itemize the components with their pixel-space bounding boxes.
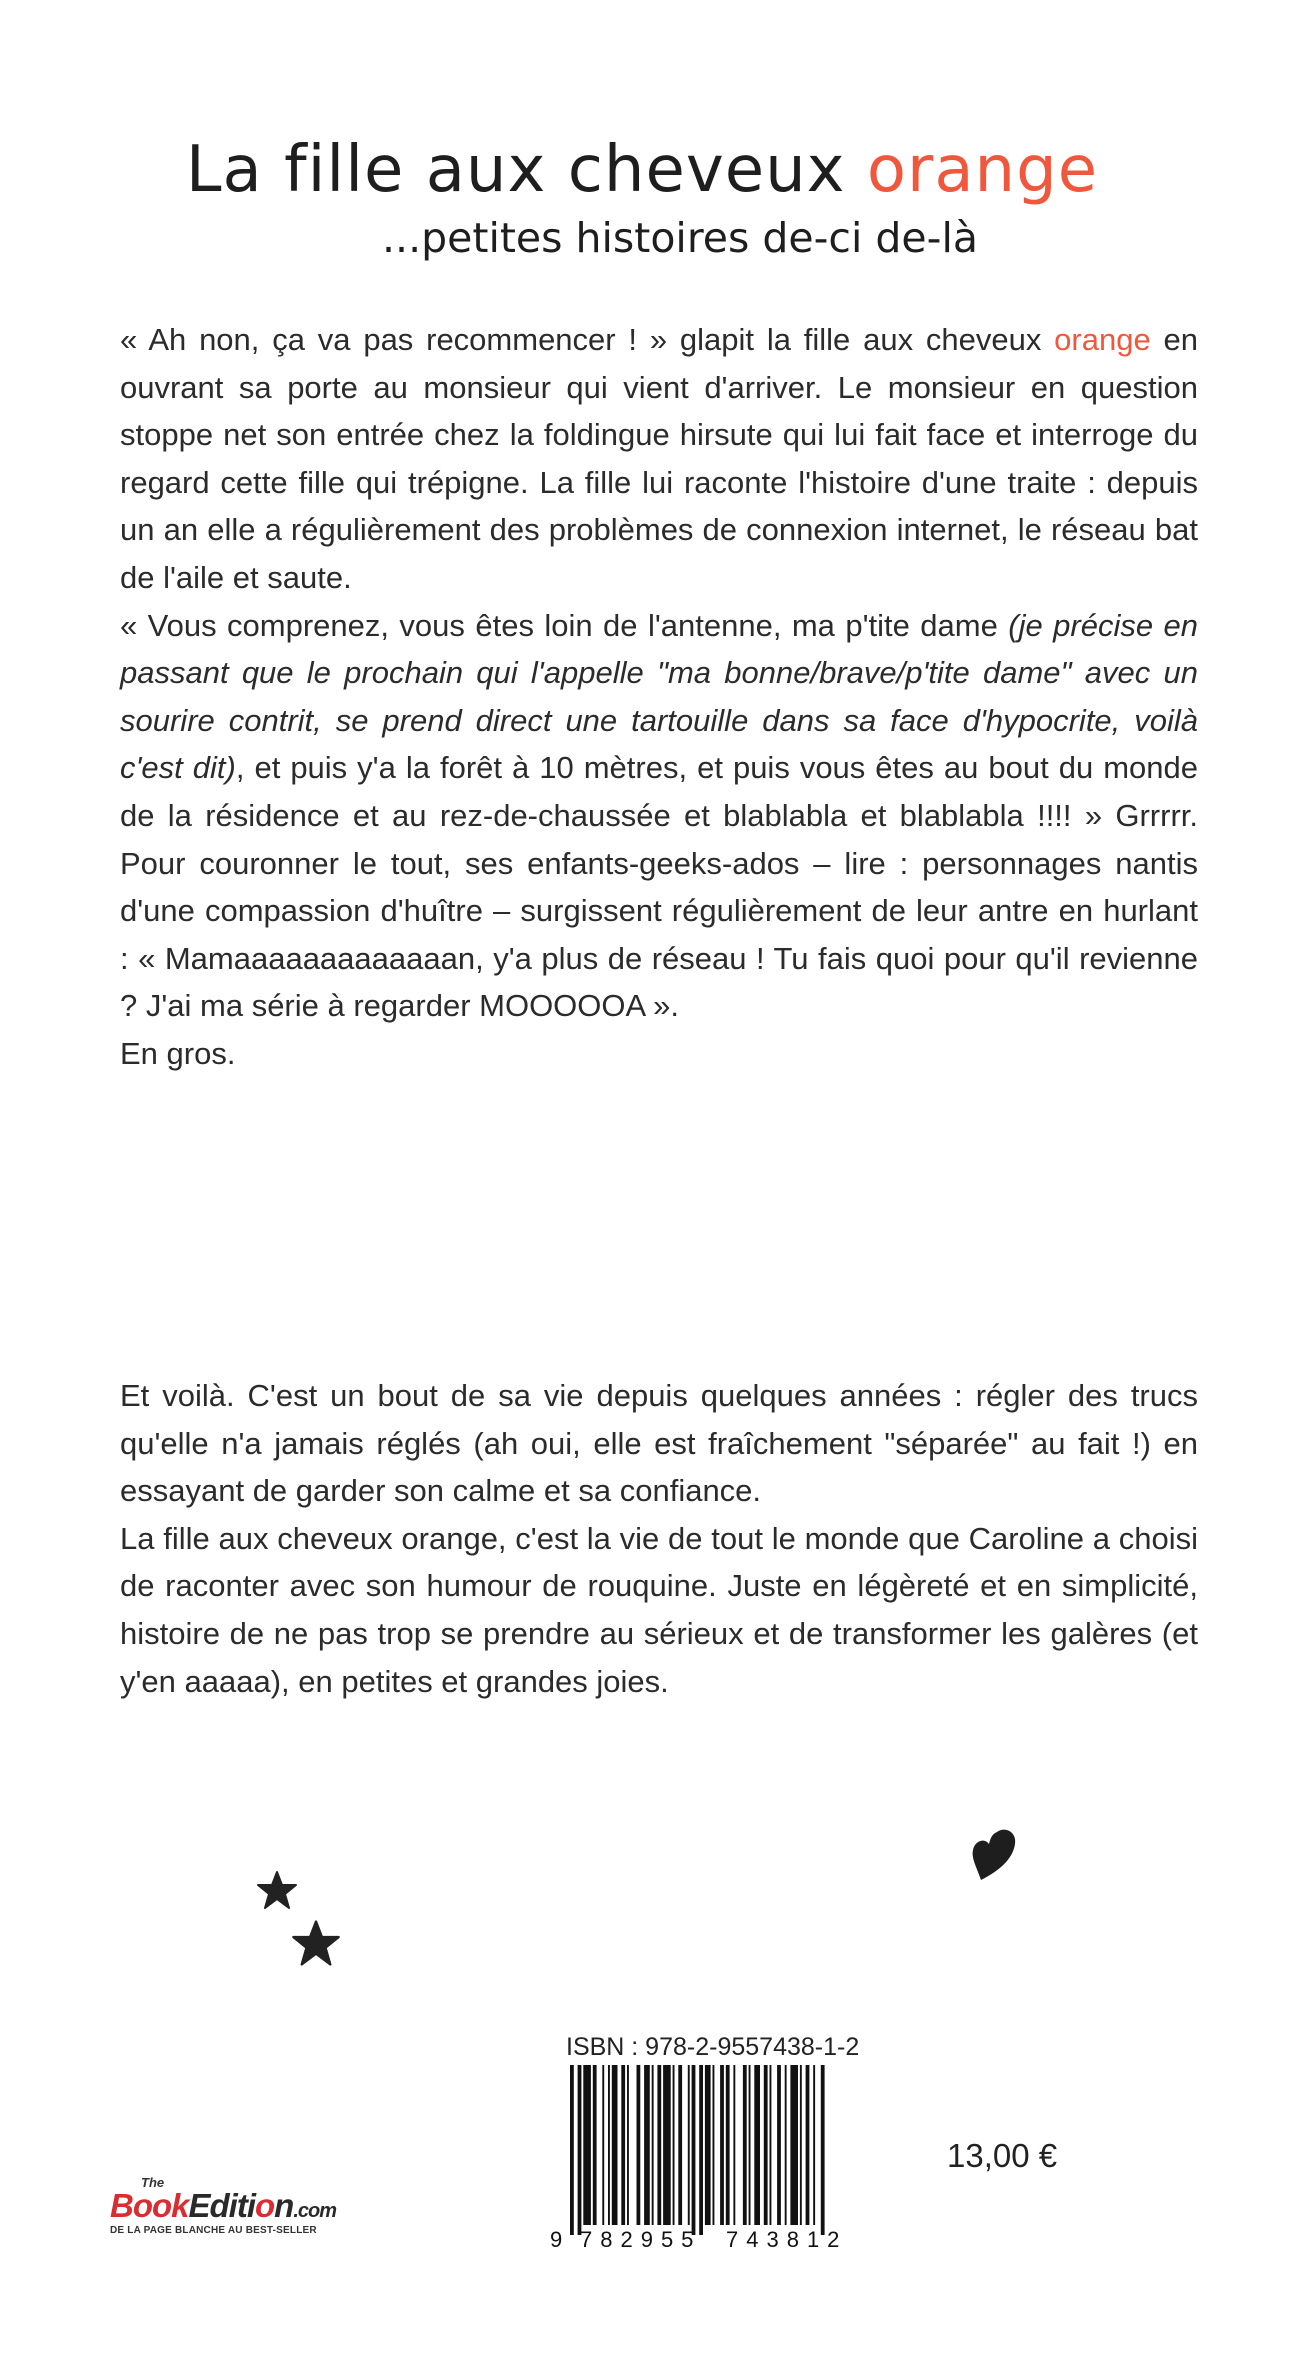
barcode-digits-left: 782955	[580, 2227, 702, 2250]
barcode-bar	[713, 2065, 715, 2225]
barcode-bar	[657, 2065, 661, 2225]
barcode-bar	[602, 2065, 604, 2225]
text-run: « Vous comprenez, vous êtes loin de l'antenne, ma p'tite dame	[120, 607, 1009, 643]
isbn-label: ISBN : 978-2-9557438-1-2	[566, 2033, 860, 2061]
star-doodle-icon	[291, 1919, 341, 1967]
blurb-block-2	[120, 1372, 1198, 1705]
barcode-bar	[663, 2065, 671, 2225]
barcode-bar	[627, 2065, 629, 2225]
barcode-bar	[612, 2065, 618, 2225]
heart-doodle-icon	[967, 1826, 1021, 1884]
barcode-bar	[790, 2065, 798, 2225]
barcode-bar	[652, 2065, 654, 2225]
barcode-bar	[813, 2065, 815, 2225]
barcode-bar	[733, 2065, 735, 2225]
barcode-bar	[705, 2065, 711, 2225]
book-subtitle: ...petites histoires de-ci de-là	[382, 214, 978, 262]
blurb-paragraph	[120, 602, 1198, 1030]
logo-brand-part: n	[274, 2187, 294, 2224]
star-doodle-icon	[256, 1870, 298, 1910]
logo-brand-suffix: .com	[293, 2200, 337, 2222]
logo-brand-part: Editi	[188, 2187, 255, 2224]
barcode-digit-first: 9	[550, 2227, 563, 2250]
barcode-bar	[644, 2065, 650, 2225]
barcode-bar	[692, 2065, 696, 2235]
italic-aside: (je précise en passant que le prochain qui l'appelle "ma bonne/brave/p'tite dame" avec un sourire contrit, se prend direct une tartouille dans sa face d'hypocrite, voilà c'est dit)	[120, 607, 1199, 786]
blurb-paragraph	[120, 316, 1198, 602]
logo-brand	[110, 2187, 336, 2225]
barcode-bar	[806, 2065, 810, 2225]
barcode-bar	[770, 2065, 772, 2225]
barcode-bar	[608, 2065, 610, 2225]
barcode-bar	[821, 2065, 825, 2235]
publisher-logo	[110, 2175, 370, 2245]
accent-word: orange	[1054, 322, 1151, 357]
barcode-bar	[800, 2065, 802, 2225]
title-prefix: La fille aux cheveux	[185, 133, 867, 207]
text-run: , et puis y'a la forêt à 10 mètres, et puis vous êtes au bout du monde de la résidence et au rez-de-chaussée et blablabla et blablabla !!!! » Grrrrr. Pour couronner le tout, ses enfants-geeks-ados – lire : personnages nantis d'une compassion d'huître – surgissent régulièrement de leur antre en hurlant : « Mamaaaaaaaaaaaaan, y'a plus de réseau ! Tu fais quoi pour qu'il revienne ? J'ai ma série à regarder MOOOOOA ».	[120, 750, 1198, 1024]
barcode-bar	[764, 2065, 768, 2225]
barcode-bar	[743, 2065, 747, 2225]
blurb-paragraph: Et voilà. C'est un bout de sa vie depuis quelques années : régler des trucs qu'elle n'a jamais réglés (ah oui, elle est fraîchement "séparée" au fait !) en essayant de garder son calme et sa confiance.	[120, 1378, 1198, 1509]
title-accent-word: orange	[866, 133, 1099, 207]
price: 13,00 €	[947, 2137, 1058, 2174]
barcode-bar	[688, 2065, 690, 2225]
logo-tagline: DE LA PAGE BLANCHE AU BEST-SELLER	[110, 2225, 317, 2236]
blurb-paragraph: La fille aux cheveux orange, c'est la vie de tout le monde que Caroline a choisi de raconter avec son humour de rouquine. Juste en légèreté et en simplicité, histoire de ne pas trop se prendre au sérieux et de transformer les galères (et y'en aaaaa), en petites et grandes joies.	[120, 1520, 1198, 1699]
barcode-bar	[673, 2065, 675, 2225]
blurb-paragraph: En gros.	[120, 1035, 236, 1071]
title-block	[0, 130, 1300, 266]
barcode-bar	[777, 2065, 781, 2225]
barcode-bar	[593, 2065, 597, 2225]
barcode-bar	[726, 2065, 730, 2225]
barcode-bar	[578, 2065, 582, 2235]
logo-brand-part: Book	[110, 2187, 189, 2224]
book-title	[0, 130, 1292, 210]
blurb-block-1	[120, 316, 1198, 1078]
barcode-bar	[785, 2065, 787, 2225]
barcode-bar	[570, 2065, 574, 2235]
logo-the: The	[141, 2175, 165, 2190]
barcode-bar	[637, 2065, 641, 2225]
text-run: en ouvrant sa porte au monsieur qui vient d'arriver. Le monsieur en question stoppe net son entrée chez la foldingue hirsute qui lui fait face et interroge du regard cette fille qui trépigne. La fille lui raconte l'histoire d'une traite : depuis un an elle a régulièrement des problèmes de connexion internet, le réseau bat de l'aile et saute.	[120, 322, 1198, 595]
barcode-digits-right: 743812	[726, 2227, 848, 2250]
text-run: « Ah non, ça va pas recommencer ! » glapit la fille aux cheveux	[120, 322, 1055, 357]
barcode-bar	[583, 2065, 591, 2225]
barcode-bar	[749, 2065, 751, 2225]
logo-o-ring: o	[255, 2187, 275, 2224]
barcode	[550, 2065, 868, 2250]
barcode-bar	[621, 2065, 625, 2225]
barcode-bar	[720, 2065, 724, 2225]
barcode-bar	[754, 2065, 760, 2225]
barcode-bar	[699, 2065, 703, 2235]
barcode-bar	[678, 2065, 682, 2225]
